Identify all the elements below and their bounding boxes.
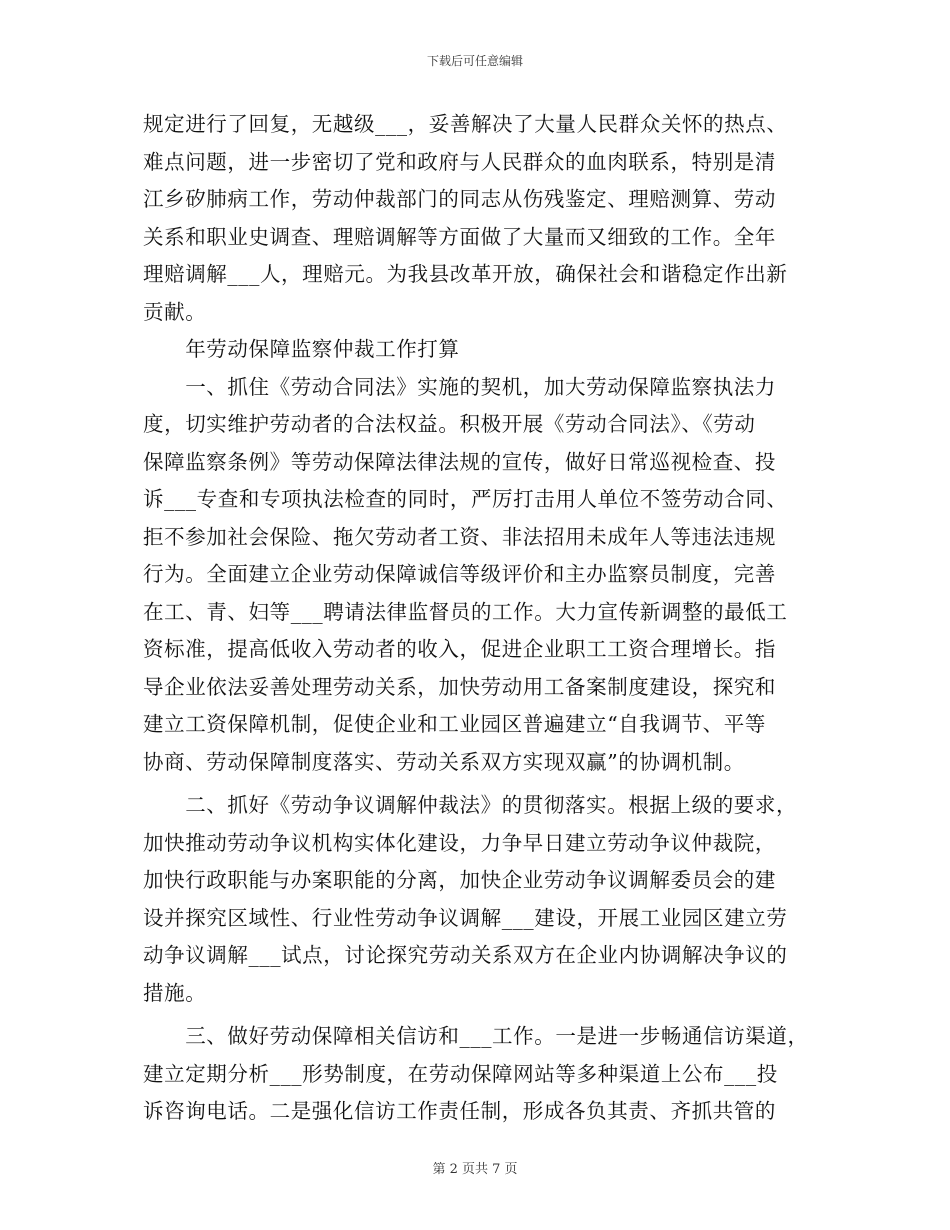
- text-line: 贡献。: [143, 299, 207, 324]
- text-line: 措施。: [143, 980, 207, 1005]
- page-footer: 第 2 页共 7 页: [432, 1162, 518, 1177]
- text-line: 理赔调解___人，理赔元。为我县改革开放，确保社会和谐稳定作出新: [143, 262, 788, 286]
- text-line: 诉___专查和专项执法检查的同时，严厉打击用人单位不签劳动合同、: [143, 487, 788, 511]
- text-line: 加快推动劳动争议机构实体化建设，力争早日建立劳动争议仲裁院，: [143, 830, 776, 855]
- text-line: 资标准，提高低收入劳动者的收入，促进企业职工工资合理增长。指: [143, 637, 776, 661]
- text-line: 关系和职业史调查、理赔调解等方面做了大量而又细致的工作。全年: [143, 224, 776, 249]
- text-line: 一、抓住《劳动合同法》实施的契机，加大劳动保障监察执法力: [143, 374, 776, 399]
- text-line: 动争议调解___试点，讨论探究劳动关系双方在企业内协调解决争议的: [143, 943, 788, 967]
- text-line: 规定进行了回复，无越级___，妥善解决了大量人民群众关怀的热点、: [143, 112, 788, 136]
- text-line: 三、做好劳动保障相关信访和___工作。一是进一步畅通信访渠道，: [143, 1024, 809, 1048]
- text-line: 协商、劳动保障制度落实、劳动关系双方实现双赢”的协调机制。: [143, 749, 745, 774]
- text-line: 度，切实维护劳动者的合法权益。积极开展《劳动合同法》、《劳动: [143, 412, 756, 436]
- text-line: 保障监察条例》等劳动保障法律法规的宣传，做好日常巡视检查、投: [143, 449, 776, 474]
- text-line: 诉咨询电话。二是强化信访工作责任制，形成各负其责、齐抓共管的: [143, 1099, 776, 1123]
- text-line: 行为。全面建立企业劳动保障诚信等级评价和主办监察员制度，完善: [143, 562, 776, 586]
- text-line: 建立工资保障机制，促使企业和工业园区普遍建立“自我调节、平等: [143, 712, 766, 736]
- text-line: 拒不参加社会保险、拖欠劳动者工资、非法招用未成年人等违法违规: [143, 524, 776, 549]
- document-body: [143, 106, 833, 1131]
- text-line: 导企业依法妥善处理劳动关系，加快劳动用工备案制度建设，探究和: [143, 674, 776, 699]
- text-line: 二、抓好《劳动争议调解仲裁法》的贯彻落实。根据上级的要求，: [143, 793, 798, 817]
- text-line: 难点问题，进一步密切了党和政府与人民群众的血肉联系，特别是清: [143, 149, 776, 174]
- text-line: 建立定期分析___形势制度，在劳动保障网站等多种渠道上公布___投: [143, 1061, 778, 1086]
- text-line: 加快行政职能与办案职能的分离，加快企业劳动争议调解委员会的建: [143, 868, 776, 892]
- text-line: 在工、青、妇等___聘请法律监督员的工作。大力宣传新调整的最低工: [143, 599, 788, 624]
- page-header: 下载后可任意编辑: [426, 54, 523, 68]
- text-line: 江乡矽肺病工作，劳动仲裁部门的同志从伤残鉴定、理赔测算、劳动: [143, 187, 776, 211]
- text-line: 设并探究区域性、行业性劳动争议调解___建设，开展工业园区建立劳: [143, 905, 788, 930]
- section-heading: 年劳动保障监察仲裁工作打算: [143, 337, 460, 361]
